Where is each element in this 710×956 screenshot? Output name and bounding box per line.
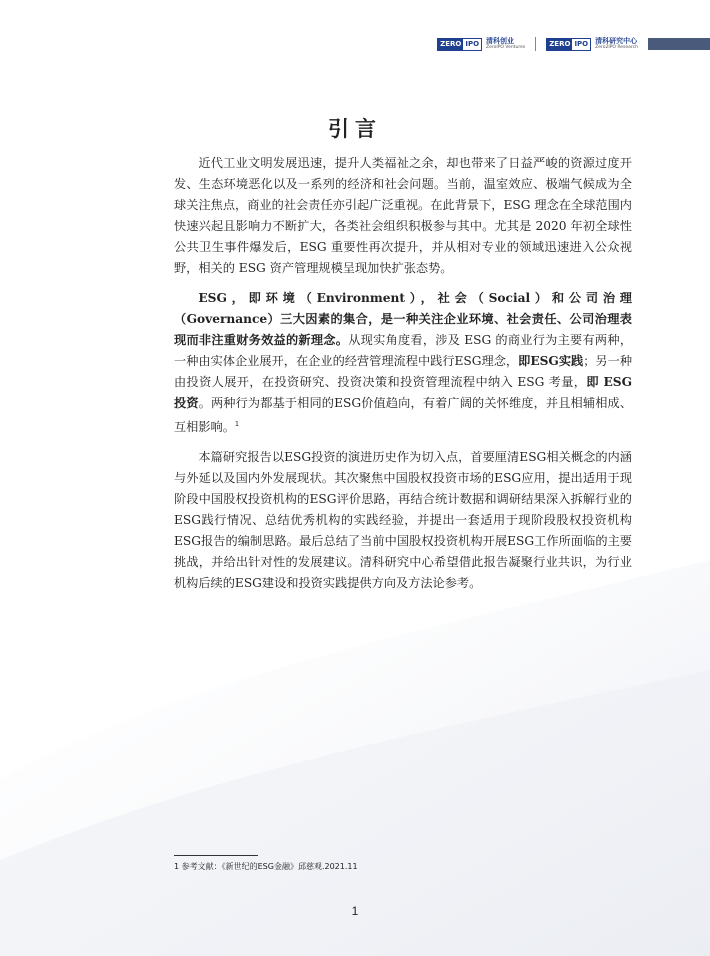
esg-practice-term: 即ESG实践 xyxy=(518,354,584,368)
zeroipo-ventures-logo: ZERO IPO 清科创业 ZeroIPO Ventures xyxy=(437,38,525,51)
page-header xyxy=(437,34,710,54)
header-divider xyxy=(535,37,536,51)
footnote: 1 参考文献：《新世纪的ESG金融》邱慈观.2021.11 xyxy=(174,862,358,871)
esg-investment-term: 即 ESG 投资 xyxy=(174,375,632,410)
footnote-separator xyxy=(174,855,258,856)
page-title: 引言 xyxy=(328,116,382,141)
paragraph-3: 本篇研究报告以ESG投资的演进历史作为切入点，首要厘清ESG相关概念的内涵与外延以及国内外发展现状。其次聚焦中国股权投资市场的ESG应用，提出适用于现阶段中国股权投资机构的ESG评价思路，再结合统计数据和调研结果深入拆解行业的ESG践行情况、总结优秀机构的实践经验，并提出一套适用于现阶段股权投资机构ESG报告的编制思路。最后总结了当前中国股权投资机构开展ESG工作所面临的主要挑战，并给出针对性的发展建议。清科研究中心希望借此报告凝聚行业共识，为行业机构后续的ESG建设和投资实践提供方向及方法论参考。 xyxy=(174,450,632,591)
paragraph-2: ESG，即环境（Environment），社会（Social）和公司治理（Governance）三大因素的集合，是一种关注企业环境、社会责任、公司治理表现而非注重财务效益的新理念。从现实角度看，涉及 ESG 的商业行为主要有两种，一种由实体企业展开，在企业的经营管理流程中践行ESG理念，即ESG实践；另一种由投资人展开，在投资研究、投资决策和投资管理流程中纳入 ESG 考量，即 ESG 投资。两种行为都基于相同的ESG价值趋向，有着广阔的关怀维度，并且相辅相成、互相影响。$^1$ xyxy=(174,291,633,435)
esg-definition: ESG，即环境（Environment），社会（Social）和公司治理（Governance）三大因素的集合，是一种关注企业环境、社会责任、公司治理表现而非注重财务效益的新理念。 xyxy=(174,291,632,347)
body-text xyxy=(174,153,632,603)
header-accent-bar xyxy=(648,38,710,50)
footnote-ref[interactable]: 1 xyxy=(234,421,239,428)
zero2ipo-research-logo: ZERO IPO 清科研究中心 Zero2IPO Research xyxy=(546,38,638,51)
page-number: 1 xyxy=(351,904,359,918)
paragraph-1: 近代工业文明发展迅速，提升人类福祉之余，却也带来了日益严峻的资源过度开发、生态环境恶化以及一系列的经济和社会问题。当前，温室效应、极端气候成为全球关注焦点，商业的社会责任亦引起广泛重视。在此背景下，ESG 理念在全球范围内快速兴起且影响力不断扩大，各类社会组织积极参与其中。尤其是 2020 年初全球性公共卫生事件爆发后，ESG 重要性再次提升，并从相对专业的领域迅速进入公众视野，相关的 ESG 资产管理规模呈现加快扩张态势。 xyxy=(174,156,632,275)
